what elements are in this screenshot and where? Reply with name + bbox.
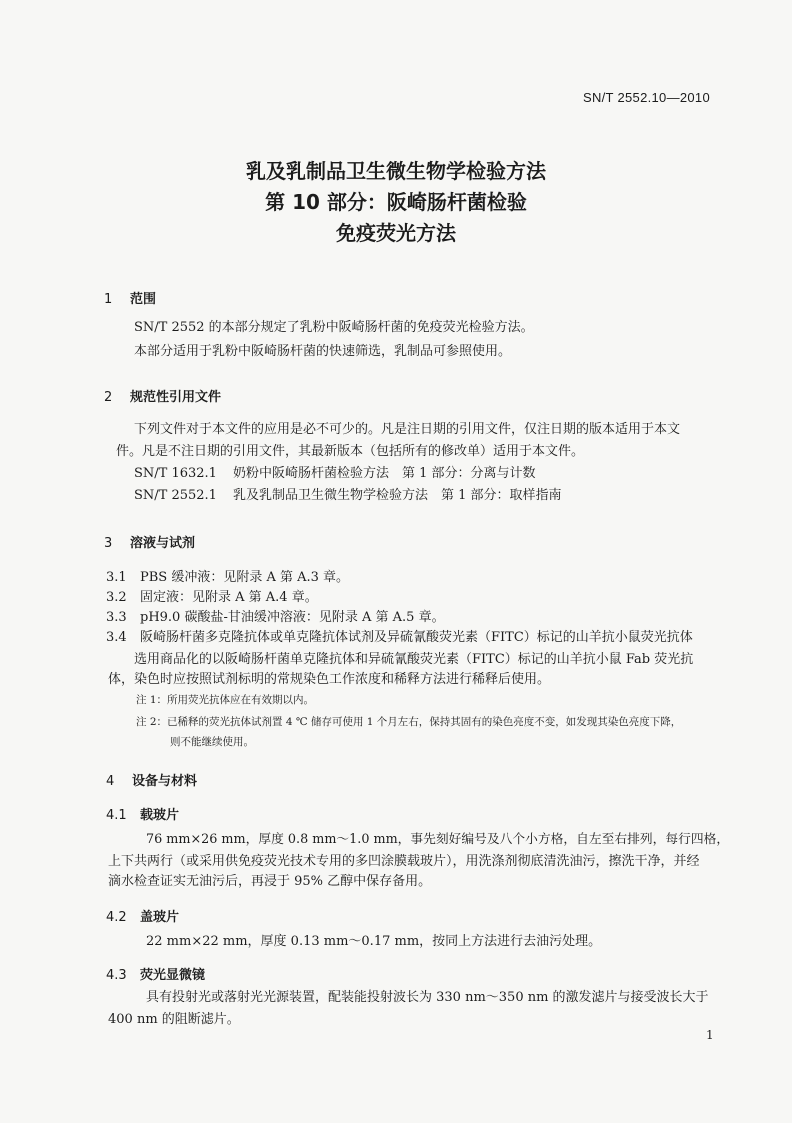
standard-code: SN/T 2552.10—2010 xyxy=(582,90,710,105)
clause-4-3-heading xyxy=(106,964,205,983)
clause-3-3 xyxy=(106,608,445,628)
paragraph: 滴水检查证实无油污后，再浸于 95% 乙醇中保存备用。 xyxy=(108,874,432,889)
clause-3-4 xyxy=(106,628,693,648)
clause-number: 3.4 xyxy=(106,630,127,645)
clause-text: PBS 缓冲液：见附录 A 第 A.3 章。 xyxy=(140,570,350,585)
section-3-heading xyxy=(104,532,195,551)
reference-title: 乳及乳制品卫生微生物学检验方法 第 1 部分：取样指南 xyxy=(232,488,562,503)
clause-text: pH9.0 碳酸盐-甘油缓冲溶液：见附录 A 第 A.5 章。 xyxy=(140,610,445,625)
clause-number: 4.1 xyxy=(106,808,127,823)
section-2-heading xyxy=(104,386,221,405)
clause-text: 固定液：见附录 A 第 A.4 章。 xyxy=(140,590,318,605)
title-line-3: 免疫荧光方法 xyxy=(336,221,456,245)
clause-4-1-heading xyxy=(106,804,179,823)
page-number: 1 xyxy=(706,1028,714,1042)
section-title: 溶液与试剂 xyxy=(130,536,196,551)
clause-text: 阪崎肠杆菌多克隆抗体或单克隆抗体试剂及异硫氰酸荧光素（FITC）标记的山羊抗小鼠荧光抗体 xyxy=(140,630,693,645)
section-number: 1 xyxy=(104,292,113,307)
paragraph: 件。凡是不注日期的引用文件，其最新版本（包括所有的修改单）适用于本文件。 xyxy=(116,444,585,459)
paragraph: 下列文件对于本文件的应用是必不可少的。凡是注日期的引用文件，仅注日期的版本适用于本文 xyxy=(134,422,681,437)
section-title: 规范性引用文件 xyxy=(130,390,222,405)
reference-code: SN/T 1632.1 xyxy=(134,466,217,481)
paragraph: 400 nm 的阻断滤片。 xyxy=(108,1012,240,1027)
clause-title: 荧光显微镜 xyxy=(140,968,206,983)
paragraph: 本部分适用于乳粉中阪崎肠杆菌的快速筛选，乳制品可参照使用。 xyxy=(134,344,512,359)
clause-title: 盖玻片 xyxy=(140,910,180,925)
note-2-continued: 则不能继续使用。 xyxy=(170,736,254,748)
clause-number: 4.3 xyxy=(106,968,127,983)
title-line-1: 乳及乳制品卫生微生物学检验方法 xyxy=(246,159,546,183)
reference-title: 奶粉中阪崎肠杆菌检验方法 第 1 部分：分离与计数 xyxy=(232,466,536,481)
clause-title: 载玻片 xyxy=(140,808,180,823)
paragraph: 76 mm×26 mm，厚度 0.8 mm～1.0 mm，事先刻好编号及八个小方格，自左至右排列，每行四格， xyxy=(146,832,730,847)
reference-item xyxy=(134,464,536,484)
clause-number: 4.2 xyxy=(106,910,127,925)
clause-number: 3.3 xyxy=(106,610,127,625)
paragraph: SN/T 2552 的本部分规定了乳粉中阪崎肠杆菌的免疫荧光检验方法。 xyxy=(134,320,534,335)
clause-3-1 xyxy=(106,568,349,588)
clause-number: 3.1 xyxy=(106,570,127,585)
reference-code: SN/T 2552.1 xyxy=(134,488,217,503)
section-1-heading xyxy=(104,288,156,307)
paragraph: 22 mm×22 mm，厚度 0.13 mm～0.17 mm，按同上方法进行去油污处理。 xyxy=(146,934,602,949)
paragraph: 上下共两行（或采用供免疫荧光技术专用的多凹涂膜载玻片），用洗涤剂彻底清洗油污，擦洗干净，并经 xyxy=(108,854,700,869)
paragraph: 具有投射光或落射光光源装置，配装能投射波长为 330 nm～350 nm 的激发滤片与接受波长大于 xyxy=(146,990,709,1005)
section-number: 2 xyxy=(104,390,113,405)
section-title: 范围 xyxy=(130,292,157,307)
section-number: 3 xyxy=(104,536,113,551)
section-title: 设备与材料 xyxy=(132,774,198,789)
section-number: 4 xyxy=(106,774,115,789)
paragraph: 体，染色时应按照试剂标明的常规染色工作浓度和稀释方法进行稀释后使用。 xyxy=(108,672,551,687)
reference-item xyxy=(134,486,562,506)
clause-4-2-heading xyxy=(106,906,179,925)
title-line-2: 第 10 部分：阪崎肠杆菌检验 xyxy=(265,190,527,214)
clause-number: 3.2 xyxy=(106,590,127,605)
document-title xyxy=(0,156,792,249)
paragraph: 选用商品化的以阪崎肠杆菌单克隆抗体和异硫氰酸荧光素（FITC）标记的山羊抗小鼠 Fab 荧光抗 xyxy=(134,652,694,667)
clause-3-2 xyxy=(106,588,318,608)
note-1: 注 1：所用荧光抗体应在有效期以内。 xyxy=(136,694,315,706)
note-2: 注 2：已稀释的荧光抗体试剂置 4 ℃ 储存可使用 1 个月左右，保持其固有的染色亮度不变，如发现其染色亮度下降， xyxy=(136,716,682,728)
section-4-heading xyxy=(106,770,197,789)
